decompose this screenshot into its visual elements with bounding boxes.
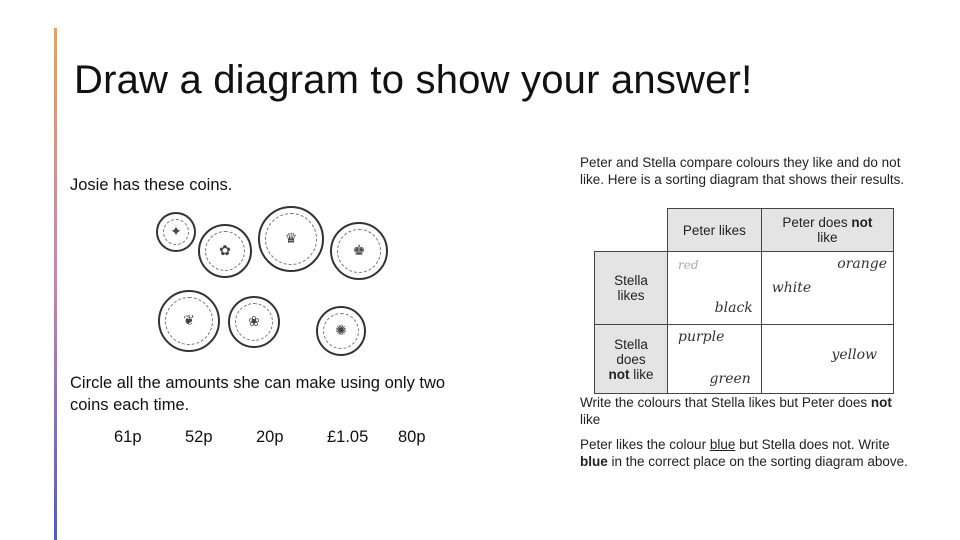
cell-neither[interactable] (761, 325, 893, 394)
colours-question-2 (580, 394, 910, 428)
handwritten-word: yellow (831, 347, 877, 363)
handwritten-word: purple (678, 329, 725, 345)
colours-question (580, 154, 910, 469)
coins-picture (154, 202, 474, 360)
colours-intro: Peter and Stella compare colours they like and do not like. Here is a sorting diagram that shows their results. (580, 155, 905, 187)
cell-stella-only[interactable] (761, 252, 893, 325)
amount-option[interactable]: 20p (256, 428, 284, 446)
question-text: Peter likes the colour (580, 437, 710, 452)
cell-peter-only[interactable] (668, 325, 762, 394)
handwritten-word: white (771, 280, 812, 296)
coin-icon: ✿ (198, 224, 252, 278)
coins-intro: Josie has these coins. (70, 176, 233, 194)
handwritten-word: black (714, 300, 753, 316)
coin-icon: ❀ (228, 296, 280, 348)
coin-icon: ♚ (330, 222, 388, 280)
question-emphasis: blue (580, 454, 608, 469)
coin-icon: ✺ (316, 306, 366, 356)
sorting-diagram (594, 208, 894, 394)
coins-prompt: Circle all the amounts she can make using only two coins each time. (70, 374, 446, 414)
col-header-peter-likes: Peter likes (668, 209, 762, 252)
handwritten-word: red (678, 258, 699, 272)
header-text: Peter does (782, 215, 852, 230)
header-emphasis: not (851, 215, 873, 230)
handwritten-word: orange (837, 256, 887, 272)
question-text: in the correct place on the sorting diagram above. (607, 454, 908, 469)
blue-link: blue (709, 437, 736, 452)
amount-option[interactable]: £1.05 (327, 428, 369, 446)
col-header-peter-not-like (761, 209, 893, 252)
colours-question-3 (580, 436, 910, 470)
row-header-stella-likes: Stella likes (595, 252, 668, 325)
question-text: Write the colours that Stella likes but Peter does (580, 395, 871, 410)
amount-option[interactable]: 80p (398, 428, 426, 446)
question-text: but Stella does not. Write (735, 437, 890, 452)
diagram-corner (595, 209, 668, 252)
coin-icon: ✦ (156, 212, 196, 252)
coin-icon: ❦ (158, 290, 220, 352)
handwritten-word: green (709, 371, 751, 387)
cell-both-like[interactable] (668, 252, 762, 325)
accent-bar (54, 28, 57, 540)
amount-option[interactable]: 61p (114, 428, 142, 446)
question-text: like (580, 412, 601, 427)
slide-title: Draw a diagram to show your answer! (74, 58, 753, 102)
coin-icon: ♛ (258, 206, 324, 272)
amount-options (114, 428, 469, 447)
header-text: like (817, 230, 838, 245)
question-emphasis: not (870, 395, 892, 410)
row-header-stella-not-like: Stella does not like (595, 325, 668, 394)
amount-option[interactable]: 52p (185, 428, 213, 446)
